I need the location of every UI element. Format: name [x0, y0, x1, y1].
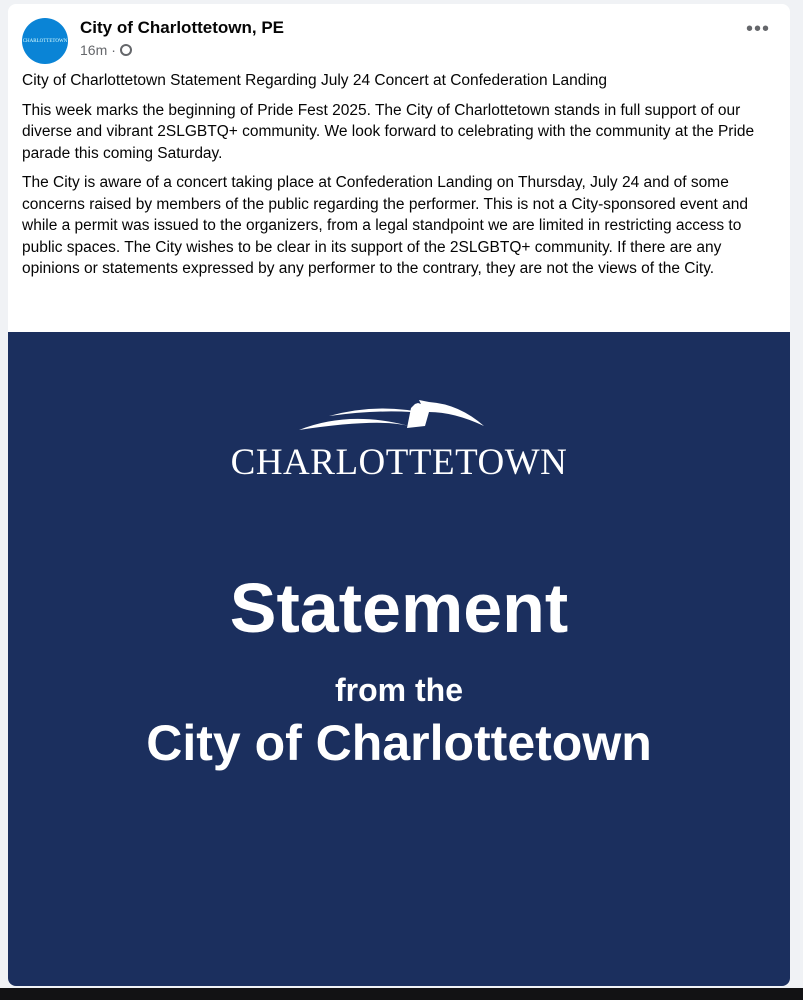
page-name-link[interactable]: City of Charlottetown, PE [80, 18, 284, 37]
statement-title: Statement [229, 569, 569, 647]
more-options-button[interactable]: ••• [745, 18, 770, 40]
bottom-bar [0, 988, 803, 1000]
statement-city: City of Charlottetown [146, 715, 652, 771]
post-time[interactable]: 16m [80, 42, 108, 58]
post-image[interactable] [8, 332, 790, 986]
post-card [8, 4, 790, 986]
statement-subtitle: from the [335, 672, 463, 708]
globe-icon [120, 44, 132, 56]
post-text [22, 70, 778, 288]
post-heading: City of Charlottetown Statement Regarding July 24 Concert at Confederation Landing [22, 72, 608, 89]
post-paragraph: The City is aware of a concert taking place at Confederation Landing on Thursday, July 24 and of some concerns raised by members of the public regarding the performer. This is not a City-sponsored event and while a permit was issued to the organizers, from a legal standpoint we are limited in restricting access to public spaces. The City wishes to be clear in its support of the 2SLGBTQ+ community. If there are any opinions or statements expressed by any performer to the contrary, they are not the views of the City. [22, 174, 749, 277]
post-paragraph: This week marks the beginning of Pride Fest 2025. The City of Charlottetown stands in full support of our diverse and vibrant 2SLGBTQ+ community. We look forward to celebrating with the community at the Pride parade this coming Saturday. [22, 101, 755, 162]
post-meta: 16m · [80, 42, 132, 58]
page-avatar[interactable]: CHARLOTTETOWN [22, 18, 68, 64]
wave-maple-icon [279, 396, 519, 440]
charlottetown-logo: CHARLOTTETOWN [8, 396, 790, 484]
